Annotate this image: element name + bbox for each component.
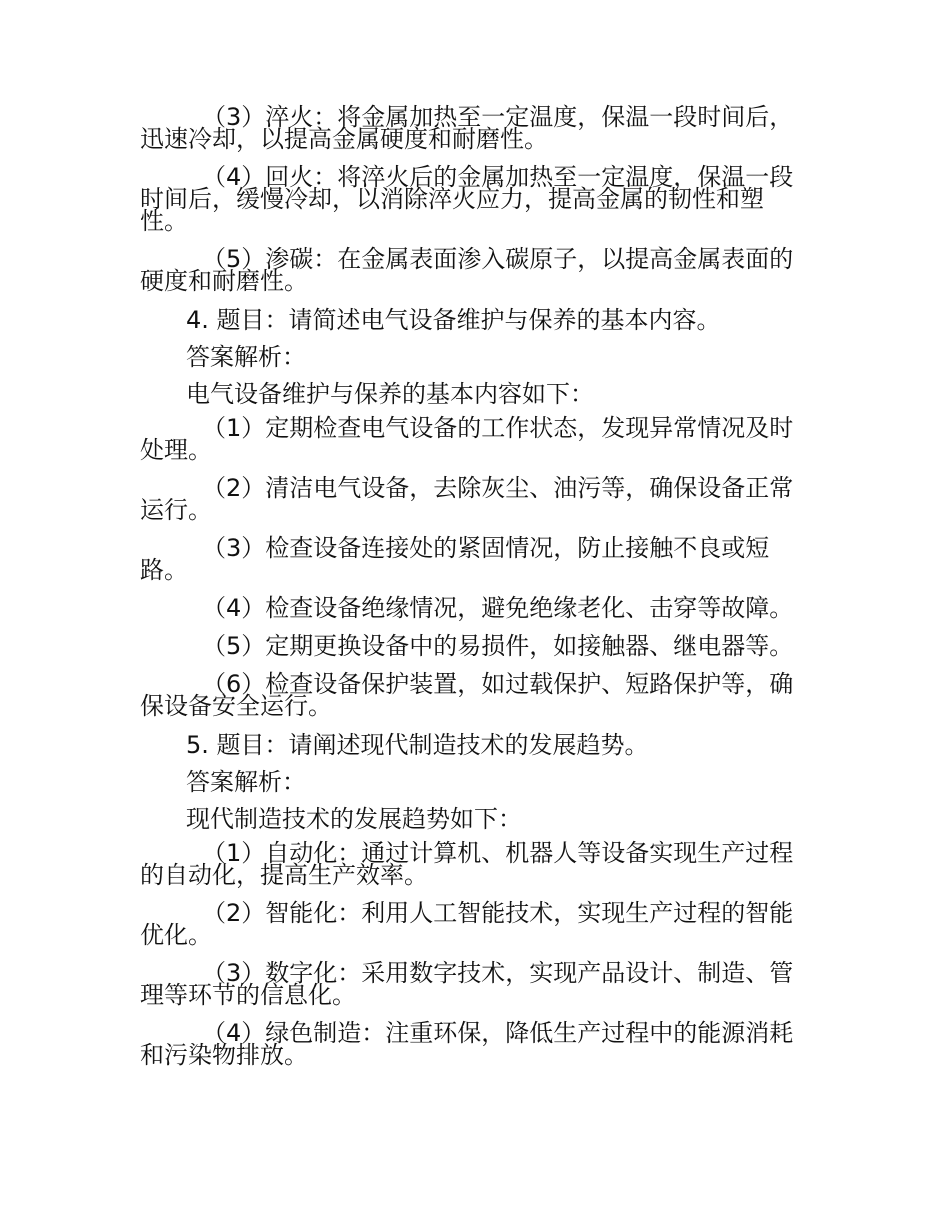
paragraph-tempering: （4）回火：将淬火后的金属加热至一定温度，保温一段时间后，缓慢冷却，以消除淬火应力，提高金属的韧性和塑性。 xyxy=(140,163,794,235)
document-body xyxy=(140,103,800,1082)
list-item: （4）检查设备绝缘情况，避免绝缘老化、击穿等故障。 xyxy=(202,594,794,622)
list-item: （6）检查设备保护装置，如过载保护、短路保护等，确保设备安全运行。 xyxy=(140,670,794,720)
list-item: （2）智能化：利用人工智能技术，实现生产过程的智能优化。 xyxy=(140,899,794,949)
answer-label-4: 答案解析： xyxy=(186,343,306,371)
answer-intro-4: 电气设备维护与保养的基本内容如下： xyxy=(186,380,594,408)
paragraph-carburizing: （5）渗碳：在金属表面渗入碳原子，以提高金属表面的硬度和耐磨性。 xyxy=(140,245,794,295)
list-item: （3）检查设备连接处的紧固情况，防止接触不良或短路。 xyxy=(140,534,770,584)
list-item: （2）清洁电气设备，去除灰尘、油污等，确保设备正常运行。 xyxy=(140,474,794,524)
list-item: （3）数字化：采用数字技术，实现产品设计、制造、管理等环节的信息化。 xyxy=(140,959,794,1009)
answer-label-5: 答案解析： xyxy=(186,768,306,796)
list-item: （1）定期检查电气设备的工作状态，发现异常情况及时处理。 xyxy=(140,414,794,464)
paragraph-quenching: （3）淬火：将金属加热至一定温度，保温一段时间后，迅速冷却，以提高金属硬度和耐磨性。 xyxy=(140,103,794,153)
list-item: （1）自动化：通过计算机、机器人等设备实现生产过程的自动化，提高生产效率。 xyxy=(140,839,794,889)
list-item: （5）定期更换设备中的易损件，如接触器、继电器等。 xyxy=(202,632,794,660)
question-4-title: 4. 题目：请简述电气设备维护与保养的基本内容。 xyxy=(186,306,721,334)
answer-intro-5: 现代制造技术的发展趋势如下： xyxy=(186,805,522,833)
question-5-title: 5. 题目：请阐述现代制造技术的发展趋势。 xyxy=(186,731,649,759)
list-item: （4）绿色制造：注重环保，降低生产过程中的能源消耗和污染物排放。 xyxy=(140,1019,794,1069)
